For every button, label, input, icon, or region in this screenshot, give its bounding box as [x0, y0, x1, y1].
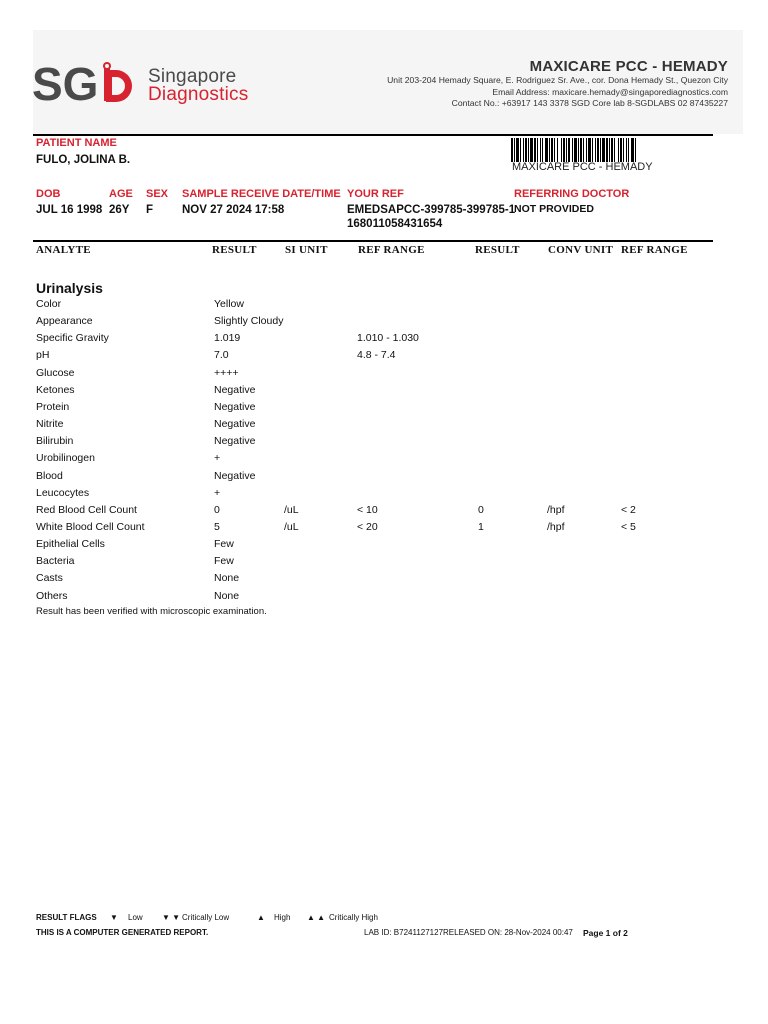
- row-result: Negative: [214, 418, 256, 431]
- row-result: 5: [214, 520, 220, 533]
- computer-generated-note: THIS IS A COMPUTER GENERATED REPORT.: [36, 928, 209, 937]
- verification-note: Result has been verified with microscopic examination.: [36, 606, 267, 617]
- col-result: RESULT: [212, 244, 257, 256]
- table-row: [0, 590, 768, 607]
- table-row: [0, 418, 768, 435]
- row-result: Yellow: [214, 298, 244, 310]
- row-analyte: Bacteria: [36, 555, 75, 568]
- clinic-email: Email Address: maxicare.hemady@singaporediagnostics.com: [492, 86, 728, 97]
- row-result: None: [214, 572, 240, 585]
- table-row: [0, 401, 768, 418]
- row-analyte: Bilirubin: [36, 435, 74, 448]
- row-result: Negative: [214, 383, 256, 396]
- row-analyte: Specific Gravity: [36, 332, 109, 345]
- row-analyte: Protein: [36, 400, 70, 413]
- clinic-contact: Contact No.: +63917 143 3378 SGD Core lab 8-SGDLABS 02 87435227: [451, 98, 728, 108]
- row-result: None: [214, 589, 240, 602]
- row-result: Negative: [214, 435, 256, 448]
- row-analyte: Leucocytes: [36, 486, 90, 499]
- row-analyte: Glucose: [36, 366, 75, 379]
- receive-date-label: SAMPLE RECEIVE DATE/TIME: [182, 188, 341, 200]
- header-divider: [33, 134, 713, 136]
- barcode-caption: MAXICARE PCC - HEMADY: [512, 161, 653, 173]
- table-row: [0, 298, 768, 315]
- col-ref-range-conv: REF RANGE: [621, 244, 688, 256]
- table-row: [0, 435, 768, 452]
- row-result: Negative: [214, 400, 256, 413]
- critically-low-flag-text: Critically Low: [182, 913, 230, 922]
- row-result-conv: 1: [478, 520, 484, 533]
- low-flag-icon: ▼: [110, 913, 118, 922]
- your-ref-line1: EMEDSAPCC-399785-399785-1: [347, 204, 516, 216]
- row-analyte: Appearance: [36, 315, 93, 328]
- receive-date-value: NOV 27 2024 17:58: [182, 204, 285, 216]
- row-ref-range: < 20: [357, 520, 378, 533]
- row-result: +: [214, 452, 221, 465]
- row-analyte: Color: [36, 298, 62, 310]
- logo-name: [148, 68, 248, 104]
- row-analyte: Ketones: [36, 383, 75, 396]
- row-ref-range: < 10: [357, 503, 378, 516]
- row-conv-unit: /hpf: [547, 520, 565, 533]
- row-analyte: Casts: [36, 572, 63, 585]
- patient-name: FULO, JOLINA B.: [36, 154, 131, 166]
- row-analyte: Blood: [36, 469, 63, 482]
- row-result: Slightly Cloudy: [214, 315, 284, 328]
- row-analyte: Epithelial Cells: [36, 538, 105, 551]
- lab-id: LAB ID: B7241127127: [364, 928, 444, 937]
- table-row: [0, 470, 768, 487]
- sex-value: F: [146, 204, 154, 216]
- critically-high-flag-text: Critically High: [329, 913, 378, 922]
- row-result: ++++: [214, 366, 239, 379]
- row-analyte: Nitrite: [36, 418, 64, 431]
- dob-label: DOB: [36, 188, 61, 200]
- table-row: [0, 538, 768, 555]
- your-ref-line2: 168011058431654: [347, 218, 443, 230]
- table-header-divider: [33, 240, 713, 242]
- patient-name-label: PATIENT NAME: [36, 137, 117, 149]
- row-ref-range-conv: < 5: [621, 520, 636, 533]
- row-result: Negative: [214, 469, 256, 482]
- table-row: [0, 572, 768, 589]
- table-row: [0, 504, 768, 521]
- table-row: [0, 367, 768, 384]
- table-row: [0, 384, 768, 401]
- clinic-info: [288, 58, 728, 110]
- critically-high-flag-icon: ▲ ▲: [307, 913, 326, 922]
- row-result-conv: 0: [478, 503, 484, 516]
- sgd-logo-mark: [32, 62, 144, 106]
- critically-low-flag-icon: ▼ ▼: [162, 913, 181, 922]
- table-row: [0, 555, 768, 572]
- row-ref-range: 4.8 - 7.4: [357, 349, 396, 362]
- result-flags-label: RESULT FLAGS: [36, 913, 97, 922]
- row-analyte: Urobilinogen: [36, 452, 95, 465]
- table-row: [0, 315, 768, 332]
- row-ref-range-conv: < 2: [621, 503, 636, 516]
- age-label: AGE: [109, 188, 133, 200]
- logo-name-line2: Diagnostics: [148, 84, 249, 105]
- row-result: Few: [214, 538, 234, 551]
- table-row: [0, 332, 768, 349]
- row-result: Few: [214, 555, 234, 568]
- your-ref-label: YOUR REF: [347, 188, 404, 200]
- row-analyte: Red Blood Cell Count: [36, 503, 137, 516]
- logo-name-line1: Singapore: [148, 66, 237, 87]
- table-row: [0, 487, 768, 504]
- low-flag-text: Low: [128, 913, 143, 922]
- row-result: 0: [214, 503, 220, 516]
- row-result: +: [214, 486, 221, 499]
- table-row: [0, 521, 768, 538]
- col-analyte: ANALYTE: [36, 244, 91, 256]
- row-ref-range: 1.010 - 1.030: [357, 332, 419, 345]
- row-analyte: Others: [36, 589, 68, 602]
- section-title: Urinalysis: [36, 280, 103, 296]
- row-conv-unit: /hpf: [547, 503, 565, 516]
- page-number: Page 1 of 2: [583, 928, 628, 938]
- clinic-name: MAXICARE PCC - HEMADY: [529, 58, 728, 75]
- table-row: [0, 452, 768, 469]
- row-si-unit: /uL: [284, 520, 299, 533]
- col-result-conv: RESULT: [475, 244, 520, 256]
- referring-doctor-value: NOT PROVIDED: [514, 203, 594, 215]
- row-analyte: White Blood Cell Count: [36, 520, 145, 533]
- row-analyte: pH: [36, 349, 50, 362]
- svg-text:SG: SG: [32, 62, 99, 106]
- col-ref-range: REF RANGE: [358, 244, 425, 256]
- col-conv-unit: CONV UNIT: [548, 244, 614, 256]
- row-result: 7.0: [214, 349, 229, 362]
- table-row: [0, 349, 768, 366]
- sex-label: SEX: [146, 188, 169, 200]
- row-si-unit: /uL: [284, 503, 299, 516]
- high-flag-icon: ▲: [257, 913, 265, 922]
- clinic-address: Unit 203-204 Hemady Square, E. Rodriguez Sr. Ave., cor. Dona Hemady St., Quezon City: [387, 75, 728, 85]
- high-flag-text: High: [274, 913, 291, 922]
- released-on: RELEASED ON: 28-Nov-2024 00:47: [443, 928, 573, 937]
- age-value: 26Y: [109, 204, 130, 216]
- barcode: [511, 138, 697, 162]
- dob-value: JUL 16 1998: [36, 204, 103, 216]
- referring-doctor-label: REFERRING DOCTOR: [514, 188, 630, 200]
- col-si-unit: SI UNIT: [285, 244, 328, 256]
- row-result: 1.019: [214, 332, 241, 345]
